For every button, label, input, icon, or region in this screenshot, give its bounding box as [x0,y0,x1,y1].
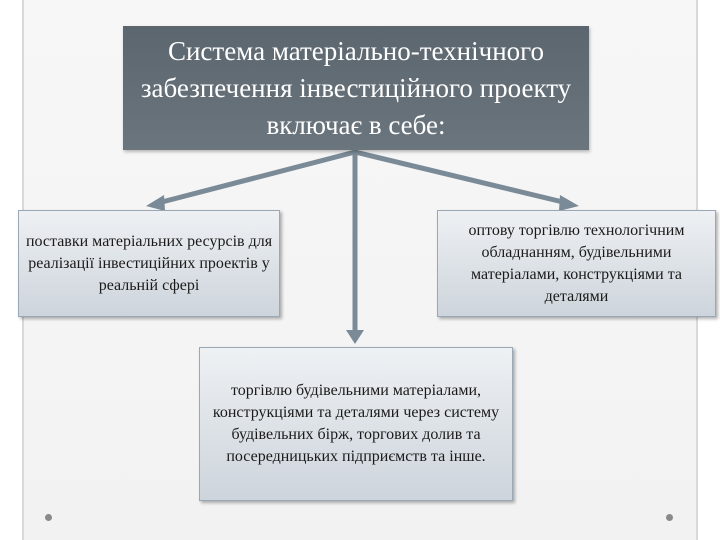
arrowhead-center [346,330,364,344]
diagram-title [123,26,589,150]
arrowhead-left [146,195,165,211]
diagram-title-text: Система матеріально-технічного забезпечення інвестиційного проекту включає в себе: [140,35,572,140]
node-supply-resources [18,210,280,317]
arrowhead-right [559,195,579,211]
arrow-to-left [158,152,355,203]
node-exchange-trade [199,347,513,501]
node-wholesale-trade [437,210,716,317]
node-wholesale-trade-text: оптову торгівлю технологічним обладнанням, будівельними матеріалами, конструкціями та деталями [468,221,685,305]
arrow-to-right [355,152,567,203]
node-exchange-trade-text: торгівлю будівельними матеріалами, конструкціями та деталями через систему будівельних бірж, торгових долив та посередницьких підприємств та інше. [212,382,500,465]
node-supply-resources-text: поставки матеріальних ресурсів для реалізації інвестиційних проектів у реальній сфері [25,232,273,294]
